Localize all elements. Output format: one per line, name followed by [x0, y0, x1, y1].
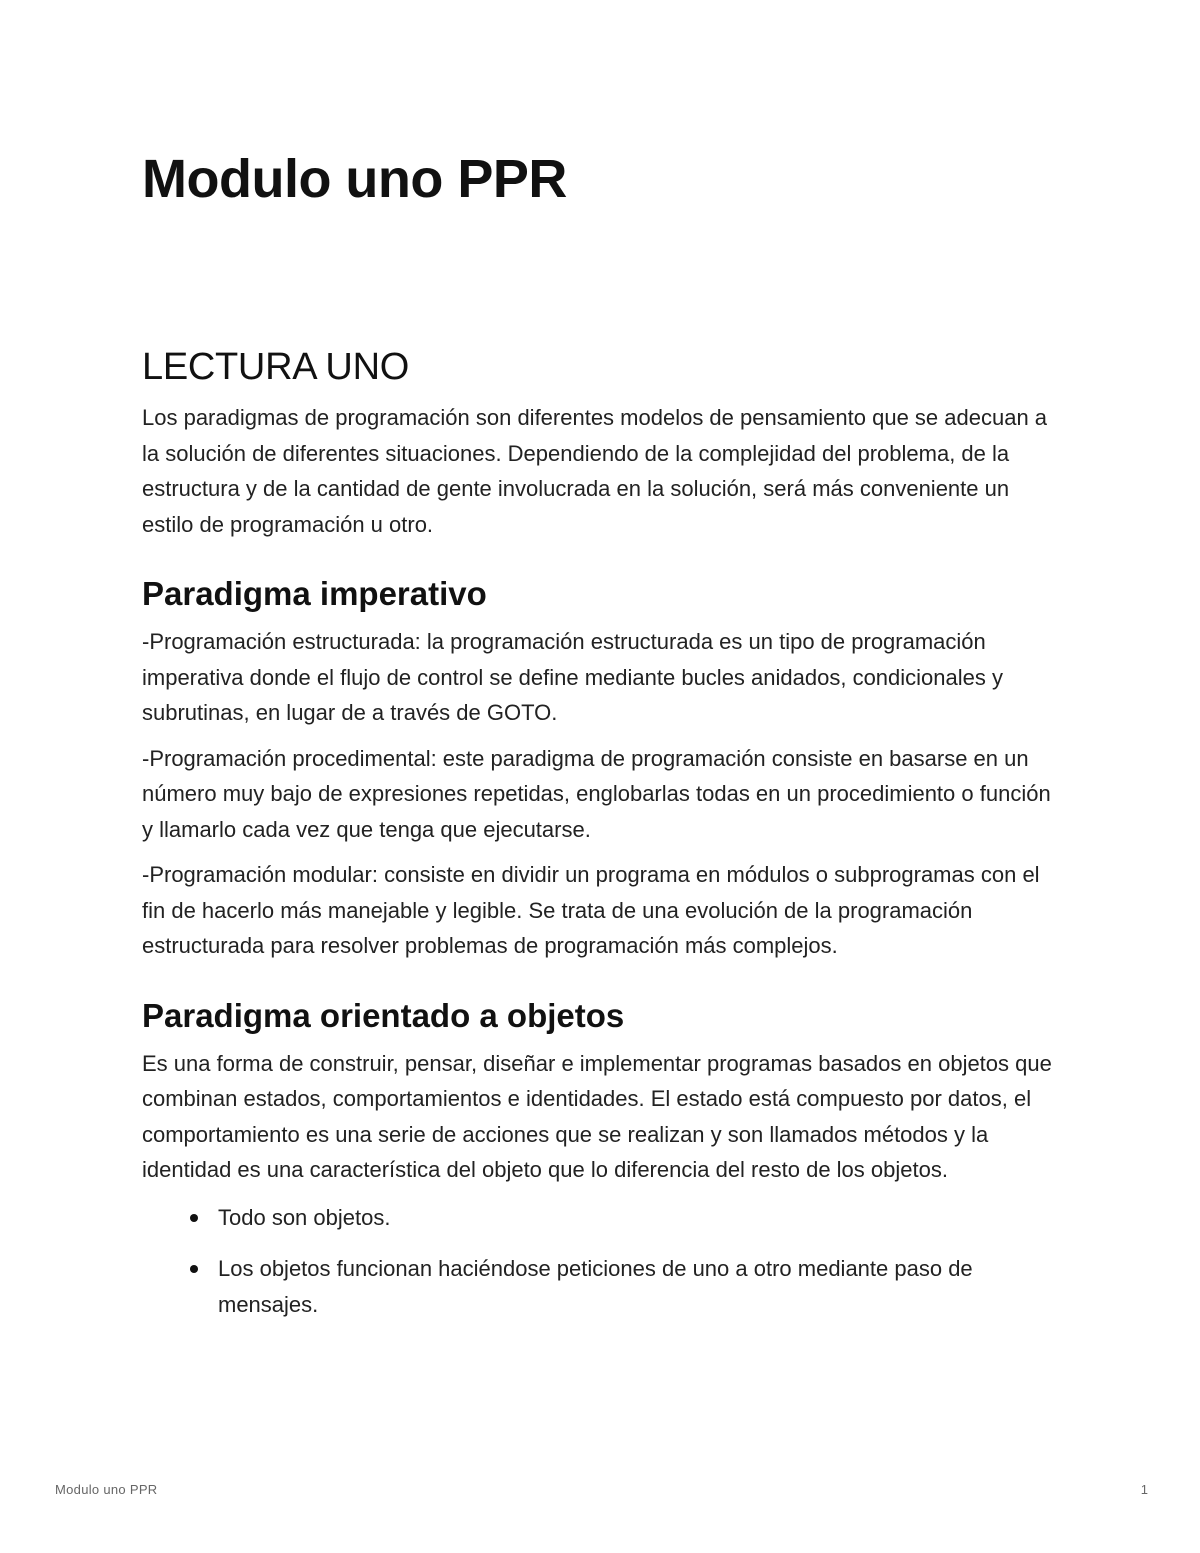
paragraph-programacion-estructurada: -Programación estructurada: la programación estructurada es un tipo de programación imperativa donde el flujo de control se define mediante bucles anidados, condicionales y subrutinas, en lugar de a través de GOTO. [142, 629, 1003, 725]
list-item [218, 1200, 1062, 1236]
list-item [218, 1251, 1062, 1322]
subheading-paradigma-orientado-a-objetos: Paradigma orientado a objetos [142, 996, 625, 1034]
list-item-text: Todo son objetos. [218, 1204, 391, 1230]
paragraph-programacion-modular: -Programación modular: consiste en dividir un programa en módulos o subprogramas con el fin de hacerlo más manejable y legible. Se trata de una evolución de la programación estructurada para resolver problemas de programación más complejos. [142, 862, 1040, 958]
intro-paragraph: Los paradigmas de programación son diferentes modelos de pensamiento que se adecuan a la solución de diferentes situaciones. Dependiendo de la complejidad del problema, de la estructura y de la cantidad de gente involucrada en la solución, será más conveniente un estilo de programación u otro. [142, 405, 1048, 537]
paragraph-oop-definition: Es una forma de construir, pensar, diseñar e implementar programas basados en objetos que combinan estados, comportamientos e identidades. El estado está compuesto por datos, el comportamiento es una serie de acciones que se realizan y son llamados métodos y la identidad es una característica del objeto que lo diferencia del resto de los objetos. [142, 1050, 1052, 1182]
list-item-text: Los objetos funcionan haciéndose peticiones de uno a otro mediante paso de mensajes. [218, 1256, 973, 1317]
oop-bullet-list [142, 1200, 1062, 1323]
page-title: Modulo uno PPR [142, 149, 567, 209]
bullet-dot-icon [190, 1265, 198, 1273]
document-body [142, 340, 1062, 1338]
bullet-dot-icon [190, 1214, 198, 1222]
footer-page-number: 1 [1140, 1482, 1148, 1497]
subheading-paradigma-imperativo: Paradigma imperativo [142, 575, 487, 612]
footer-document-title: Modulo uno PPR [55, 1482, 158, 1497]
paragraph-programacion-procedimental: -Programación procedimental: este paradigma de programación consiste en basarse en un número muy bajo de expresiones repetidas, englobarlas todas en un procedimiento o función y llamarlo cada vez que tenga que ejecutarse. [142, 745, 1051, 842]
section-heading-lectura-uno: LECTURA UNO [142, 346, 409, 388]
